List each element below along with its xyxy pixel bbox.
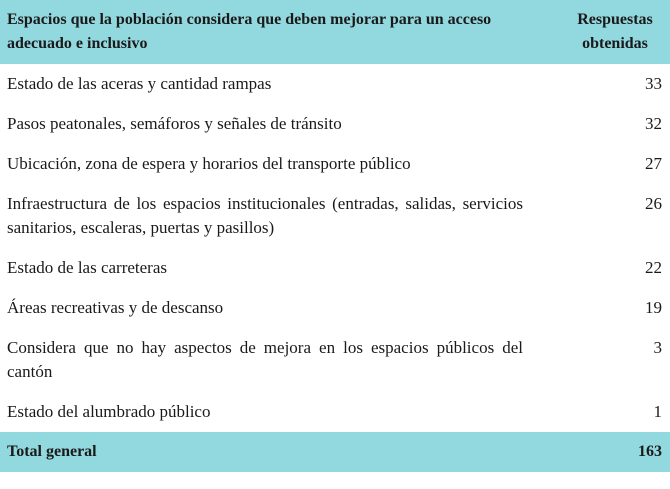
row-value: 33 xyxy=(645,74,662,93)
row-label-cell xyxy=(0,144,548,184)
table-row xyxy=(0,248,670,288)
row-label-cell xyxy=(0,288,548,328)
row-value: 22 xyxy=(645,258,662,277)
row-label-cell xyxy=(0,184,548,248)
header-responses-text: Respuestas obtenidas xyxy=(577,11,653,52)
row-label-cell xyxy=(0,64,548,104)
row-label: Pasos peatonales, semáforos y señales de tránsito xyxy=(7,114,342,133)
row-label: Considera que no hay aspectos de mejora en los espacios públicos del cantón xyxy=(7,338,523,381)
row-label: Ubicación, zona de espera y horarios del transporte público xyxy=(7,154,411,173)
table-row xyxy=(0,64,670,104)
total-row xyxy=(0,432,670,472)
row-label: Áreas recreativas y de descanso xyxy=(7,298,224,317)
table-header-row xyxy=(0,0,670,64)
row-label-cell xyxy=(0,392,548,432)
row-label: Estado de las aceras y cantidad rampas xyxy=(7,74,272,93)
table-row xyxy=(0,184,670,248)
row-value: 32 xyxy=(645,114,662,133)
row-value: 3 xyxy=(653,338,662,357)
row-label-cell xyxy=(0,248,548,288)
row-label: Infraestructura de los espacios institucionales (entradas, salidas, servicios sanitarios, escaleras, puertas y pasillos) xyxy=(7,194,523,237)
row-value: 19 xyxy=(645,298,662,317)
row-label: Estado del alumbrado público xyxy=(7,402,211,421)
row-label-cell xyxy=(0,328,548,392)
table-row xyxy=(0,144,670,184)
table-row xyxy=(0,104,670,144)
header-category xyxy=(0,0,548,64)
row-label: Estado de las carreteras xyxy=(7,258,167,277)
header-category-text: Espacios que la población considera que deben mejorar para un acceso adecuado e inclusivo xyxy=(7,11,492,52)
header-responses xyxy=(548,0,670,64)
table-row xyxy=(0,288,670,328)
row-value: 1 xyxy=(653,402,662,421)
total-value: 163 xyxy=(638,443,662,460)
table-row xyxy=(0,328,670,392)
row-label-cell xyxy=(0,104,548,144)
row-value: 26 xyxy=(645,194,662,213)
total-label: Total general xyxy=(7,443,97,460)
row-value: 27 xyxy=(645,154,662,173)
table-row xyxy=(0,392,670,432)
